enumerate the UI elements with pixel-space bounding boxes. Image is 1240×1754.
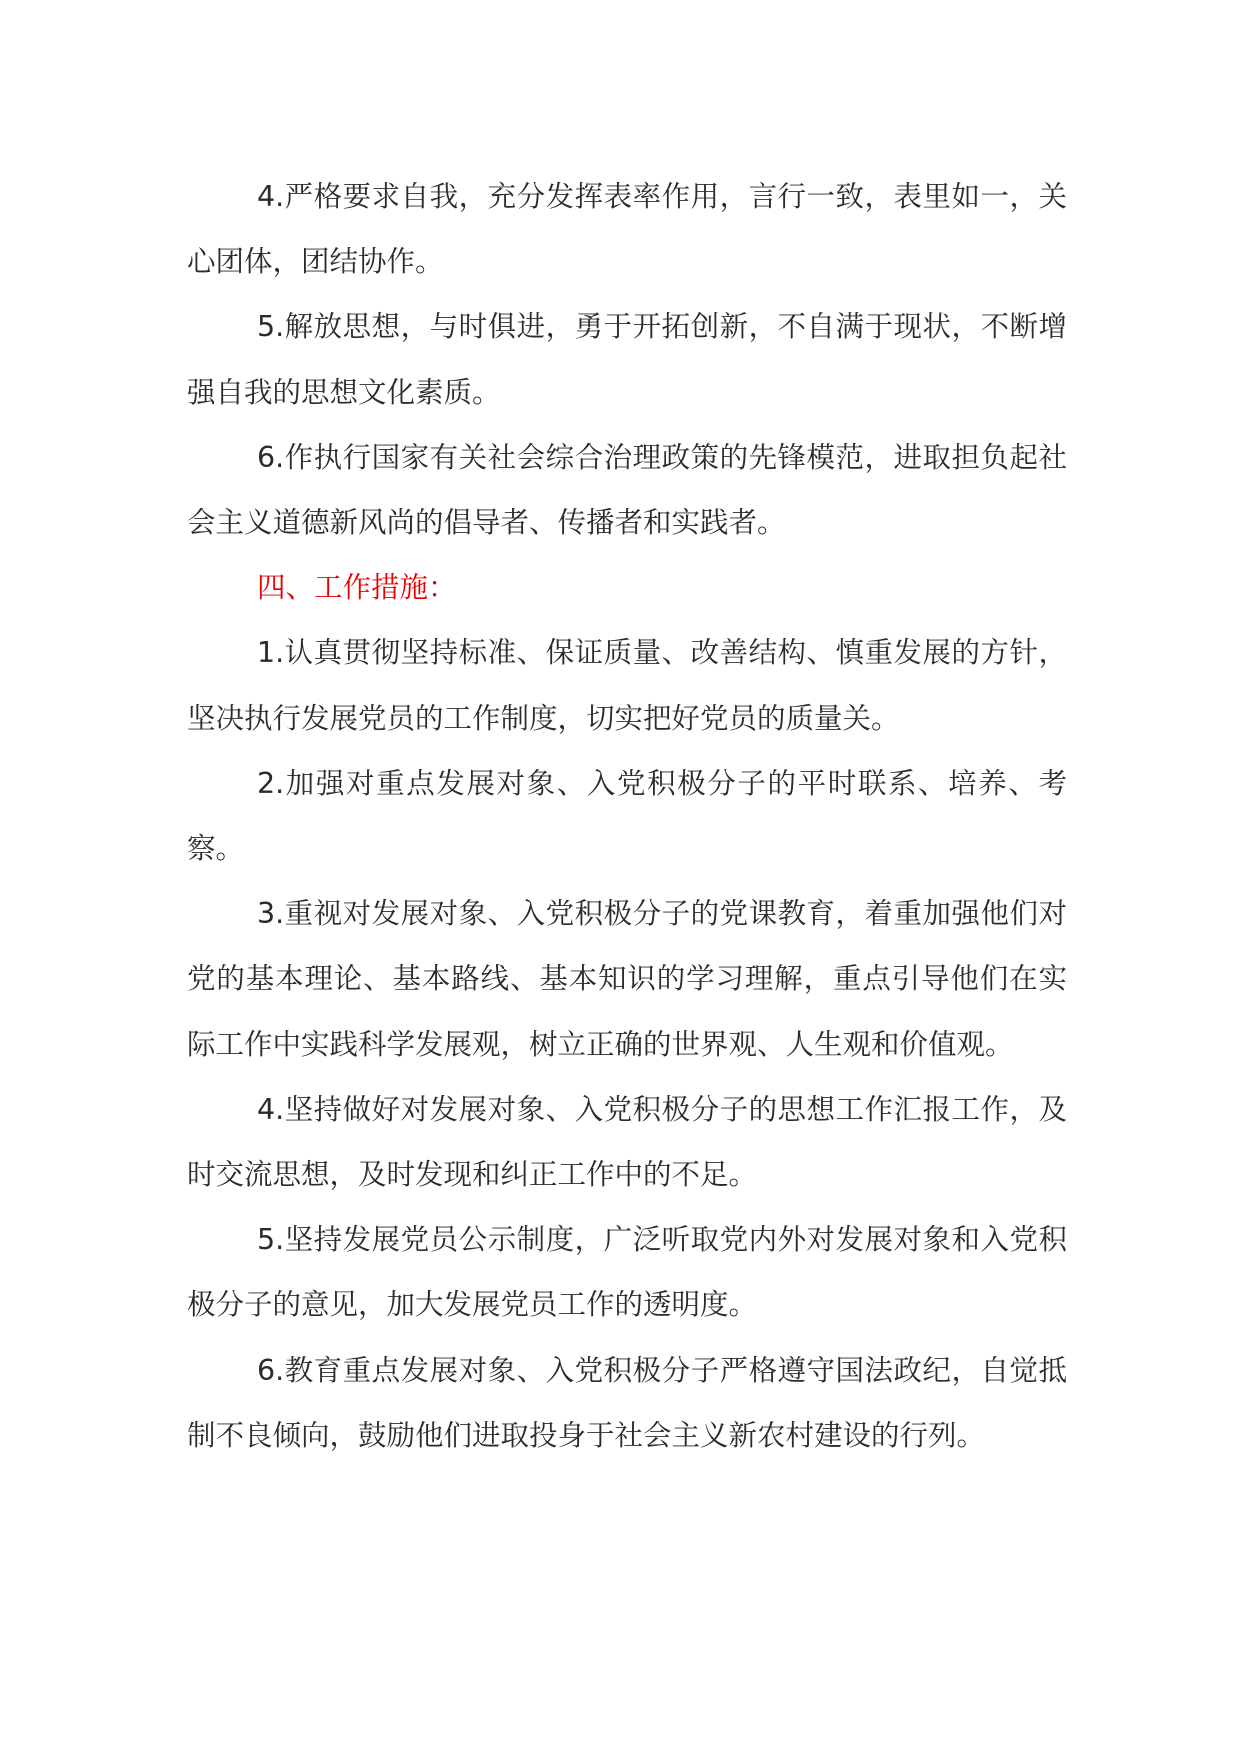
- paragraph-item-5: 5.解放思想，与时俱进，勇于开拓创新，不自满于现状，不断增强自我的思想文化素质。: [187, 310, 1067, 409]
- measure-item-5: 5.坚持发展党员公示制度，广泛听取党内外对发展对象和入党积极分子的意见，加大发展党员工作的透明度。: [187, 1223, 1067, 1322]
- paragraph-item-6: 6.作执行国家有关社会综合治理政策的先锋模范，进取担负起社会主义道德新风尚的倡导者、传播者和实践者。: [187, 440, 1067, 540]
- section-heading: 四、工作措施：: [257, 571, 457, 605]
- document-body: [187, 164, 1067, 1468]
- measure-item-3: 3.重视对发展对象、入党积极分子的党课教育，着重加强他们对党的基本理论、基本路线、基本知识的学习理解，重点引导他们在实际工作中实践科学发展观，树立正确的世界观、人生观和价值观。: [187, 897, 1067, 1061]
- measure-item-1: 1.认真贯彻坚持标准、保证质量、改善结构、慎重发展的方针，坚决执行发展党员的工作制度，切实把好党员的质量关。: [187, 636, 1067, 735]
- measure-item-4: 4.坚持做好对发展对象、入党积极分子的思想工作汇报工作，及时交流思想，及时发现和纠正工作中的不足。: [187, 1092, 1067, 1192]
- paragraph-item-4: 4.严格要求自我，充分发挥表率作用，言行一致，表里如一，关心团体，团结协作。: [187, 180, 1067, 279]
- measure-item-6: 6.教育重点发展对象、入党积极分子严格遵守国法政纪，自觉抵制不良倾向，鼓励他们进取投身于社会主义新农村建设的行列。: [187, 1353, 1067, 1452]
- measure-item-2: 2.加强对重点发展对象、入党积极分子的平时联系、培养、考察。: [187, 766, 1067, 866]
